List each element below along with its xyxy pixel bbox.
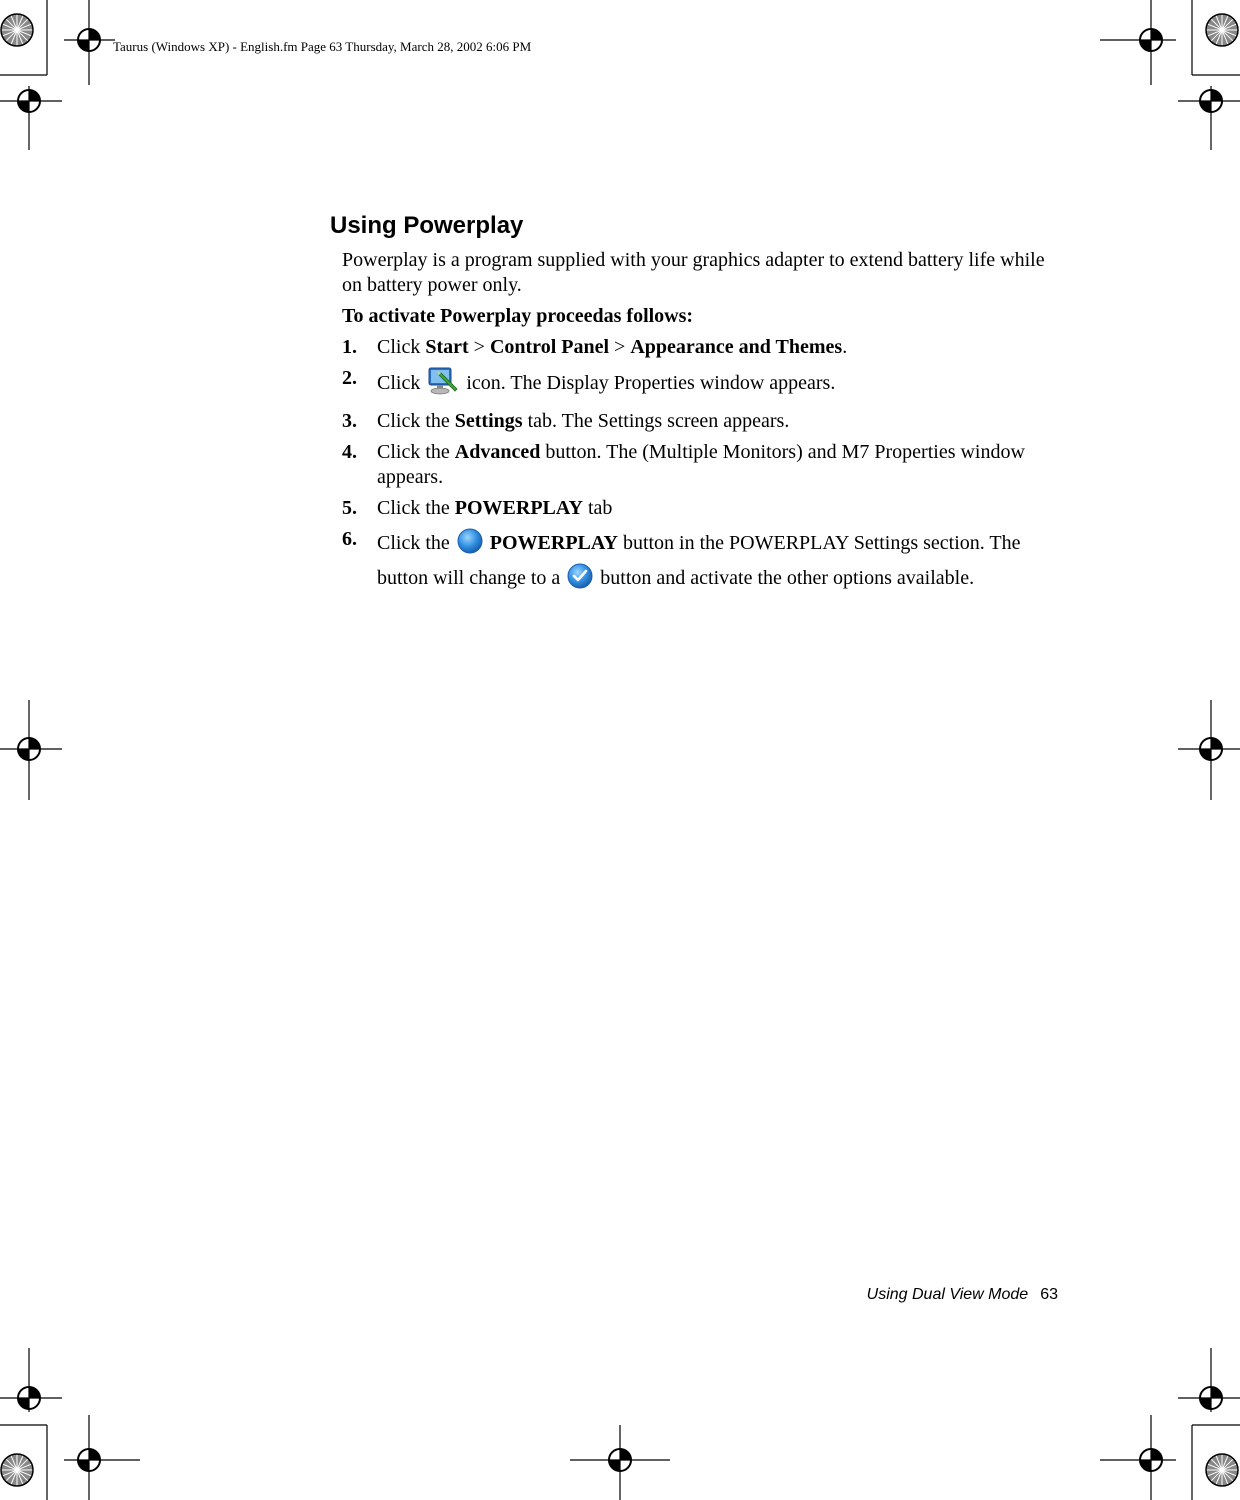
step-text: . bbox=[842, 336, 848, 358]
powerplay-button-label: POWERPLAY bbox=[489, 532, 618, 555]
step-text: icon. The Display Properties window appears. bbox=[466, 372, 836, 395]
step-text: Click bbox=[377, 336, 426, 358]
start-label: Start bbox=[425, 336, 469, 358]
step-text: Click bbox=[377, 372, 421, 395]
step-text: Click the bbox=[377, 497, 455, 519]
powerplay-on-icon bbox=[566, 562, 594, 597]
step-5 bbox=[342, 496, 1062, 521]
step-number: 5. bbox=[342, 497, 357, 519]
control-panel-label: Control Panel bbox=[489, 336, 610, 358]
step-6 bbox=[342, 527, 1062, 597]
step-text: button. The (Multiple Monitors) and M7 Properties window appears. bbox=[377, 441, 1025, 488]
advanced-label: Advanced bbox=[454, 441, 541, 463]
step-4 bbox=[342, 440, 1062, 490]
step-number: 1. bbox=[342, 336, 357, 358]
intro-paragraph: Powerplay is a program supplied with your graphics adapter to extend battery life while on battery power only. bbox=[342, 249, 1045, 296]
step-text: Click the bbox=[377, 532, 450, 555]
step-text: Click the bbox=[377, 441, 455, 463]
page-footer bbox=[867, 1286, 1058, 1304]
step-text: > bbox=[609, 336, 631, 358]
step-number: 6. bbox=[342, 528, 357, 550]
appearance-themes-label: Appearance and Themes bbox=[630, 336, 843, 358]
page-number: 63 bbox=[1040, 1286, 1058, 1303]
step-text: tab. The Settings screen appears. bbox=[522, 410, 790, 432]
display-properties-icon bbox=[426, 366, 460, 403]
steps-list bbox=[342, 335, 1062, 597]
step-number: 3. bbox=[342, 410, 357, 432]
chapter-title: Using Dual View Mode bbox=[866, 1286, 1029, 1303]
step-number: 2. bbox=[342, 367, 357, 389]
settings-label: Settings bbox=[454, 410, 523, 432]
step-text: button and activate the other options available. bbox=[600, 567, 975, 590]
step-3 bbox=[342, 409, 1062, 434]
step-text: Click the bbox=[377, 410, 455, 432]
step-1 bbox=[342, 335, 1062, 360]
section-title: Using Powerplay bbox=[330, 212, 524, 239]
step-text: > bbox=[468, 336, 490, 358]
powerplay-tab-label: POWERPLAY bbox=[454, 497, 583, 519]
procedure-lead: To activate Powerplay proceedas follows: bbox=[342, 305, 694, 327]
print-header-info: Taurus (Windows XP) - English.fm Page 63 Thursday, March 28, 2002 6:06 PM bbox=[113, 39, 532, 54]
powerplay-off-icon bbox=[456, 527, 484, 562]
step-text: button in the POWERPLAY Settings section. The button will change to a bbox=[377, 532, 1021, 590]
section-body bbox=[342, 248, 1062, 603]
step-2 bbox=[342, 366, 1062, 403]
step-text: tab bbox=[582, 497, 613, 519]
step-number: 4. bbox=[342, 441, 357, 463]
